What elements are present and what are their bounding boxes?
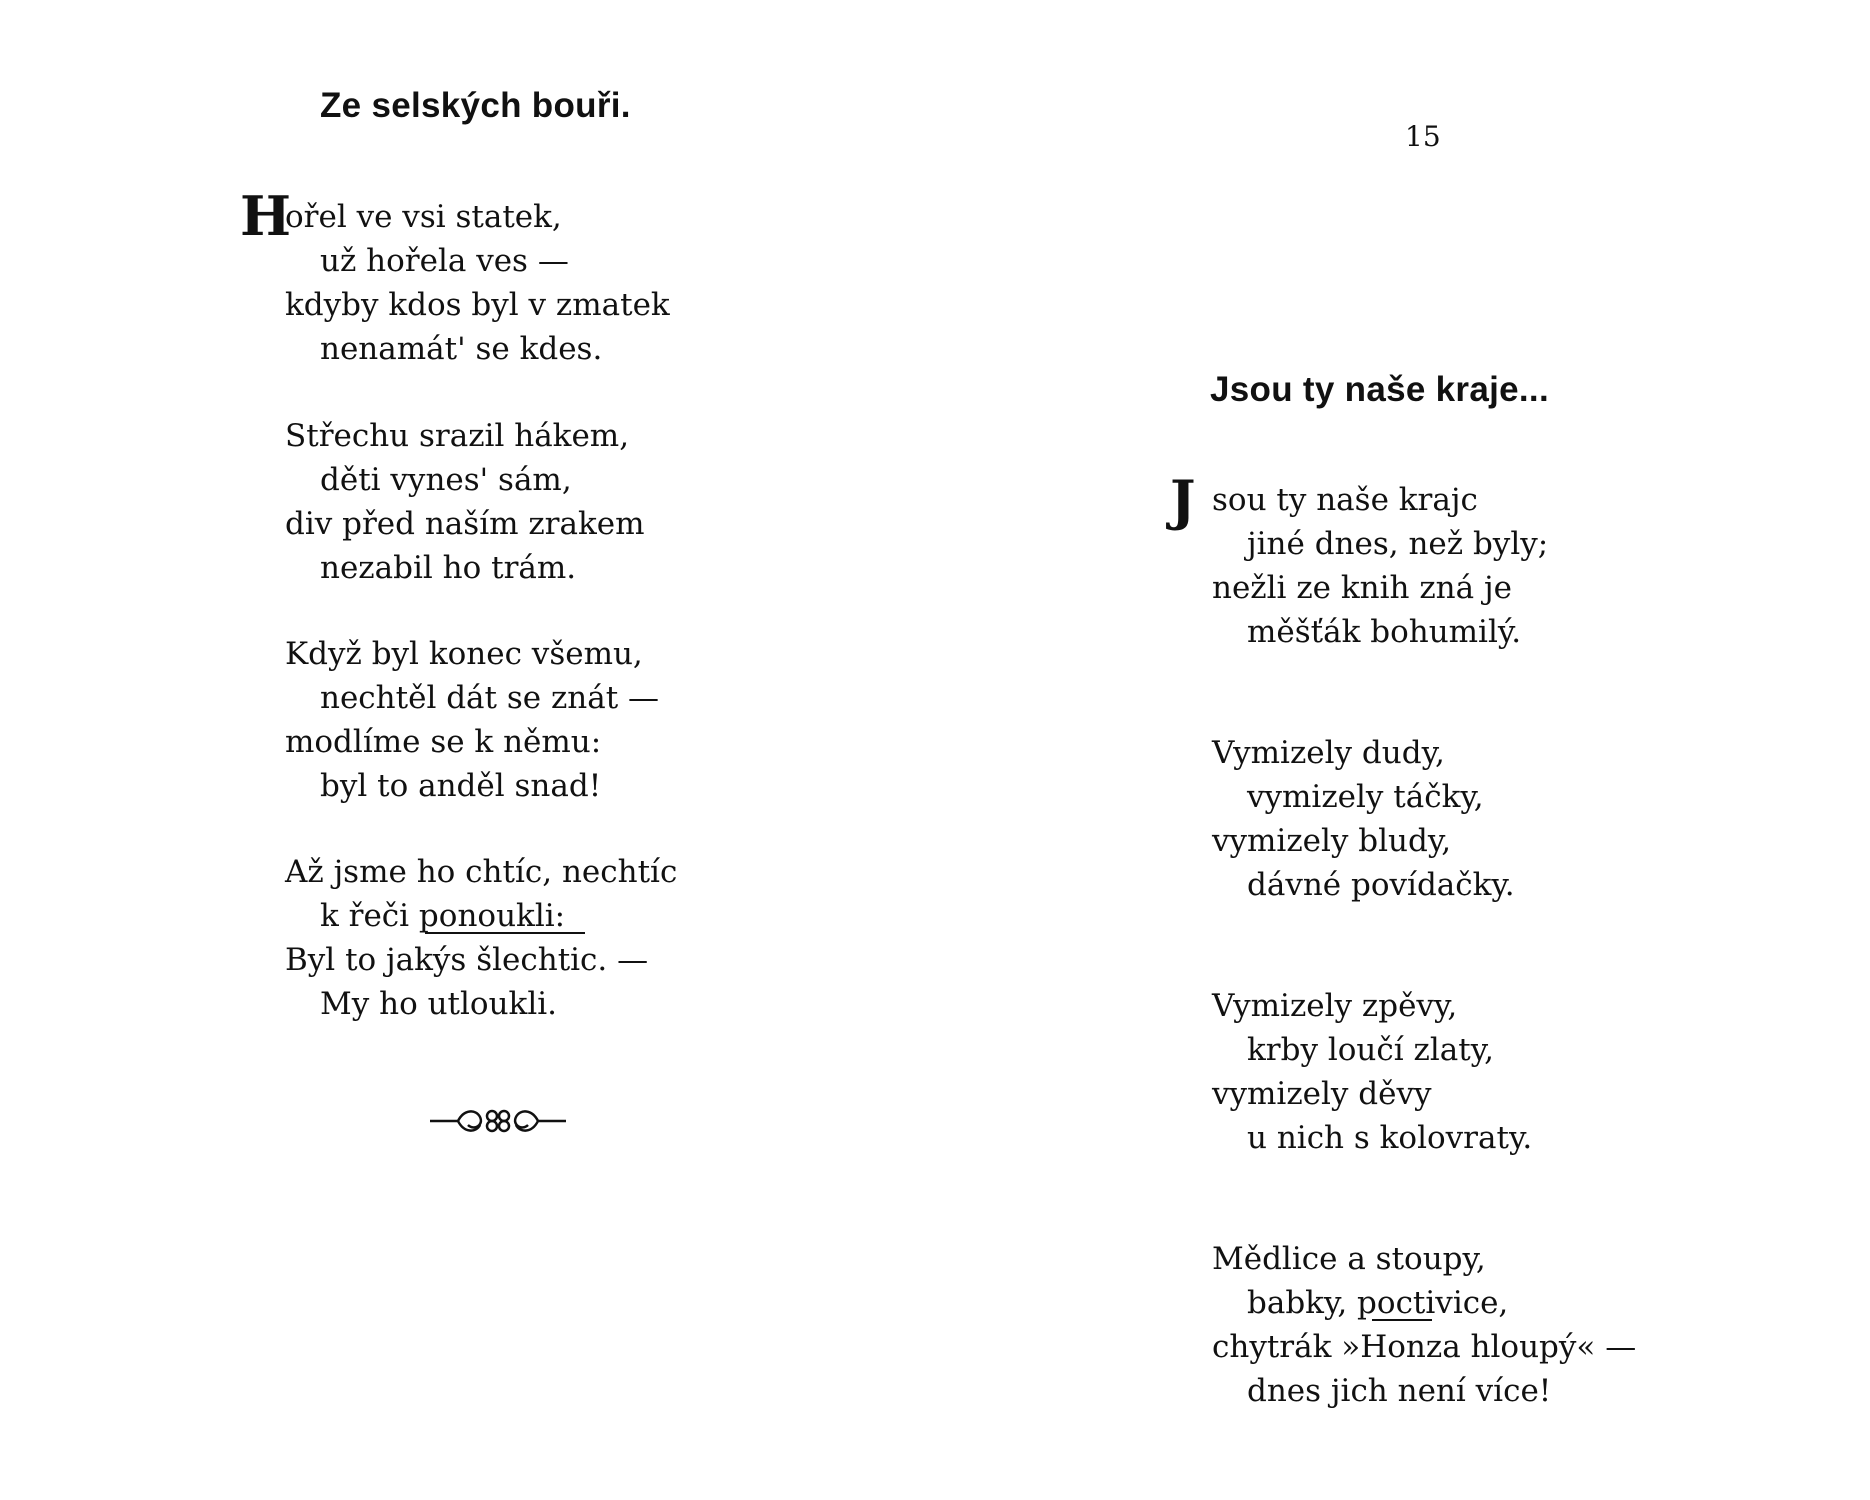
poem-line: babky, poctivice, <box>1247 1285 1509 1321</box>
poem-line: měšťák bohumilý. <box>1247 614 1522 650</box>
poem-line: Střechu srazil hákem, <box>285 418 630 454</box>
poem-line: děti vynes' sám, <box>320 462 572 498</box>
end-flourish-ornament <box>428 1103 568 1139</box>
poem-line: Až jsme ho chtíc, nechtíc <box>285 854 678 890</box>
poem-line: Když byl konec všemu, <box>285 636 643 672</box>
poem-line: nežli ze knih zná je <box>1212 570 1512 606</box>
poem-line: chytrák »Honza hloupý« — <box>1212 1329 1637 1365</box>
stanza-1 <box>1170 468 1549 654</box>
poem-line: už hořela ves — <box>320 243 569 279</box>
poem-line: modlíme se k němu: <box>285 724 602 760</box>
poem-title: Ze selských bouři. <box>320 86 631 125</box>
pencil-underline <box>425 932 585 934</box>
drop-cap: J <box>1170 468 1196 532</box>
poem-line: Mědlice a stoupy, <box>1212 1241 1486 1277</box>
poem-line: dnes jich není více! <box>1247 1373 1552 1409</box>
stanza-4 <box>285 850 677 1026</box>
drop-cap: H <box>240 184 292 248</box>
poem-line: byl to anděl snad! <box>320 768 602 804</box>
poem-line: Vymizely zpěvy, <box>1212 988 1458 1024</box>
stanza-3 <box>1212 984 1532 1160</box>
poem-line: k řeči ponoukli: <box>320 898 566 934</box>
poem-line: vymizely táčky, <box>1247 779 1484 815</box>
poem-line <box>1170 468 1548 532</box>
poem-line: My ho utloukli. <box>320 986 558 1022</box>
poem-line: nechtěl dát se znát — <box>320 680 660 716</box>
poem-line: div před naším zrakem <box>285 506 645 542</box>
page-number: 15 <box>1405 120 1441 153</box>
pencil-underline <box>1372 1319 1432 1321</box>
poem-line <box>240 184 670 248</box>
poem-line: kdyby kdos byl v zmatek <box>285 287 670 323</box>
poem-line: Vymizely dudy, <box>1212 735 1445 771</box>
poem-line-text: ořel ve vsi statek, <box>285 199 562 235</box>
poem-line: Byl to jakýs šlechtic. — <box>285 942 649 978</box>
stanza-2 <box>285 414 645 590</box>
stanza-2 <box>1212 731 1515 907</box>
stanza-4 <box>1212 1237 1636 1413</box>
poem-line: dávné povídačky. <box>1247 867 1515 903</box>
poem-line: vymizely bludy, <box>1212 823 1452 859</box>
poem-line: u nich s kolovraty. <box>1247 1120 1533 1156</box>
poem-line: jiné dnes, než byly; <box>1247 526 1549 562</box>
stanza-3 <box>285 632 659 808</box>
poem-line: krby loučí zlaty, <box>1247 1032 1494 1068</box>
poem-line: vymizely děvy <box>1212 1076 1432 1112</box>
stanza-1 <box>240 184 670 371</box>
poem-line: nenamát' se kdes. <box>320 331 603 367</box>
poem-line: nezabil ho trám. <box>320 550 577 586</box>
right-page <box>935 0 1870 1500</box>
poem-title: Jsou ty naše kraje... <box>1210 370 1549 409</box>
poem-line-text: sou ty naše krajc <box>1212 482 1478 518</box>
